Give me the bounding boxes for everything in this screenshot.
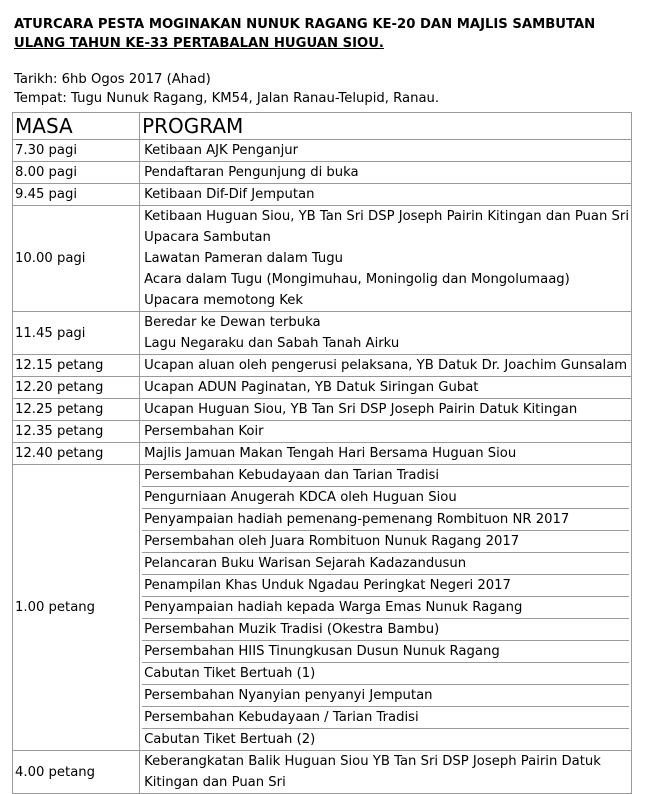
program-cell [140,751,632,794]
table-row [13,140,632,162]
program-line: Keberangkatan Balik Huguan Siou YB Tan Sri DSP Joseph Pairin Datuk [144,754,601,769]
schedule-table [12,112,632,794]
program-line: Kitingan dan Puan Sri [144,775,286,790]
program-line: Ucapan ADUN Paginatan, YB Datuk Siringan Gubat [144,380,479,395]
program-cell [140,465,632,751]
time-cell: 9.45 pagi [13,184,140,206]
program-line: Ketibaan Huguan Siou, YB Tan Sri DSP Joseph Pairin Kitingan dan Puan Sri [144,209,629,224]
program-item: Cabutan Tiket Bertuah (2) [142,728,629,750]
table-row [13,399,632,421]
program-line: Ketibaan Dif-Dif Jemputan [144,187,315,202]
table-row [13,443,632,465]
program-cell [140,312,632,355]
program-line: Beredar ke Dewan terbuka [144,315,321,330]
program-cell [140,206,632,312]
time-cell: 11.45 pagi [13,312,140,355]
program-line: Ketibaan AJK Penganjur [144,143,299,158]
program-line: Ucapan aluan oleh pengerusi pelaksana, YB Datuk Dr. Joachim Gunsalam [144,358,628,373]
program-item: Pengurniaan Anugerah KDCA oleh Huguan Siou [142,486,629,508]
program-cell [140,421,632,443]
program-line: Ucapan Huguan Siou, YB Tan Sri DSP Joseph Pairin Datuk Kitingan [144,402,578,417]
program-item: Persembahan Kebudayaan / Tarian Tradisi [142,706,629,728]
program-line: Majlis Jamuan Makan Tengah Hari Bersama Huguan Siou [144,446,517,461]
event-venue: Tempat: Tugu Nunuk Ragang, KM54, Jalan Ranau-Telupid, Ranau. [14,91,440,106]
table-row [13,465,632,751]
schedule-body [13,140,632,794]
program-item: Persembahan Kebudayaan dan Tarian Tradisi [144,468,440,483]
table-row [13,184,632,206]
program-item: Penampilan Khas Unduk Ngadau Peringkat Negeri 2017 [142,574,629,596]
header-masa: MASA [13,113,140,140]
time-cell: 12.20 petang [13,377,140,399]
program-cell [140,184,632,206]
program-line: Lagu Negaraku dan Sabah Tanah Airku [144,336,400,351]
table-row [13,421,632,443]
program-cell [140,443,632,465]
title-line-2: ULANG TAHUN KE-33 PERTABALAN HUGUAN SIOU. [14,36,384,51]
program-line: Acara dalam Tugu (Mongimuhau, Moningolig dan Mongolumaag) [144,272,570,287]
time-cell: 7.30 pagi [13,140,140,162]
time-cell: 8.00 pagi [13,162,140,184]
program-item: Penyampaian hadiah kepada Warga Emas Nunuk Ragang [142,596,629,618]
program-cell [140,140,632,162]
program-line: Pendaftaran Pengunjung di buka [144,165,359,180]
program-item: Pelancaran Buku Warisan Sejarah Kadazandusun [142,552,629,574]
program-item: Persembahan Muzik Tradisi (Okestra Bambu) [142,618,629,640]
document-title [14,15,639,53]
title-line-1: ATURCARA PESTA MOGINAKAN NUNUK RAGANG KE-20 DAN MAJLIS SAMBUTAN [14,17,596,32]
event-details [14,70,647,108]
table-row [13,377,632,399]
table-row [13,355,632,377]
table-row [13,312,632,355]
table-row [13,751,632,794]
program-line: Upacara Sambutan [144,230,271,245]
program-line: Persembahan Koir [144,424,264,439]
table-row [13,162,632,184]
program-item: Persembahan HIIS Tinungkusan Dusun Nunuk Ragang [142,640,629,662]
time-cell: 12.25 petang [13,399,140,421]
time-cell: 12.35 petang [13,421,140,443]
program-item: Cabutan Tiket Bertuah (1) [142,662,629,684]
time-cell: 12.15 petang [13,355,140,377]
header-program: PROGRAM [140,113,632,140]
time-cell: 12.40 petang [13,443,140,465]
program-cell [140,162,632,184]
program-item: Persembahan oleh Juara Rombituon Nunuk Ragang 2017 [142,530,629,552]
time-cell: 10.00 pagi [13,206,140,312]
time-cell: 4.00 petang [13,751,140,794]
table-row [13,206,632,312]
program-cell [140,399,632,421]
program-line: Upacara memotong Kek [144,293,303,308]
program-cell [140,377,632,399]
program-item: Penyampaian hadiah pemenang-pemenang Rombituon NR 2017 [142,508,629,530]
event-date: Tarikh: 6hb Ogos 2017 (Ahad) [14,72,211,87]
program-line: Lawatan Pameran dalam Tugu [144,251,344,266]
program-cell [140,355,632,377]
time-cell: 1.00 petang [13,465,140,751]
program-item: Persembahan Nyanyian penyanyi Jemputan [142,684,629,706]
table-header-row [13,113,632,140]
